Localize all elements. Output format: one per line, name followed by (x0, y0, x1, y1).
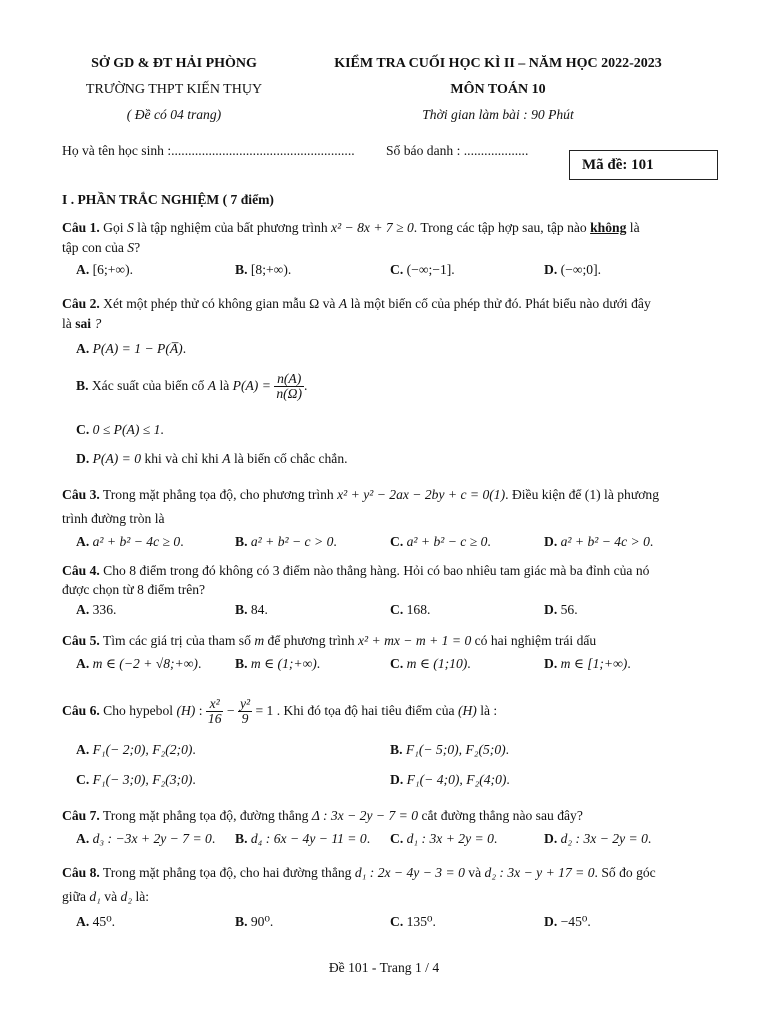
q5-text3: có hai nghiệm trái dấu (471, 633, 597, 648)
q6-d-text: F₁(− 4;0), F₂(4;0) (406, 772, 507, 787)
header-subject: MÔN TOÁN 10 (450, 82, 546, 97)
q7-b-letter: B. (235, 831, 248, 846)
q8-text2: . Số đo góc (594, 865, 656, 880)
q1-inequality: x² − 8x + 7 ≥ 0 (331, 220, 414, 235)
header-dept: SỞ GD & ĐT HẢI PHÒNG (91, 56, 257, 71)
q6-text3: là : (476, 702, 498, 718)
q6-frac-2-num: y² (239, 696, 251, 711)
q7-option-b[interactable]: B. d₄ : 6x − 4y − 11 = 0. (235, 831, 371, 846)
question-2-line2: là sai ? (62, 316, 102, 331)
q2-b-numerator: n(A) (274, 372, 304, 387)
q7-d-text: d₂ : 3x − 2y = 0 (560, 831, 648, 846)
q8-option-c[interactable]: C. 135⁰. (390, 914, 436, 929)
question-8 (62, 865, 656, 881)
q1-a-text: [6;+∞) (92, 262, 130, 277)
q3-text3: là phương (600, 487, 660, 502)
q6-c-letter: C. (76, 772, 90, 787)
q8-line2e: là: (132, 889, 150, 904)
q7-line: Δ : 3x − 2y − 7 = 0 (311, 808, 419, 823)
q6-a-letter: A. (76, 742, 90, 757)
q7-a-text: d₃ : −3x + 2y − 7 = 0 (92, 831, 212, 846)
header-time: Thời gian làm bài : 90 Phút (422, 107, 574, 122)
q3-a-letter: A. (76, 534, 90, 549)
q6-text: Cho hypebol (99, 702, 177, 718)
q4-c-text: 168 (406, 602, 428, 617)
q8-c-letter: C. (390, 914, 404, 929)
q8-and: và (464, 865, 485, 880)
q6-frac-2 (238, 697, 252, 727)
student-name-line: Họ và tên học sinh :...................................................... (62, 143, 355, 158)
q4-label: Câu 4. (62, 563, 100, 578)
q6-a-text: F₁(− 2;0), F₂(2;0) (92, 742, 193, 757)
q1-c-letter: C. (390, 262, 404, 277)
q5-b-letter: B. (235, 656, 248, 671)
q3-option-d[interactable]: D. a² + b² − 4c > 0. (544, 534, 654, 549)
q4-b-letter: B. (235, 602, 248, 617)
q1-b-letter: B. (235, 262, 248, 277)
q8-b-letter: B. (235, 914, 248, 929)
q3-ref: (1) (584, 487, 601, 502)
q4-c-letter: C. (390, 602, 404, 617)
q2-label: Câu 2. (62, 296, 100, 311)
q6-colon: : (195, 702, 206, 718)
q4-d-letter: D. (544, 602, 558, 617)
q3-d-text: a² + b² − 4c > 0 (560, 534, 650, 549)
q6-option-d[interactable]: D. F₁(− 4;0), F₂(4;0). (390, 772, 510, 787)
q6-text2: . Khi đó tọa độ hai tiêu điểm của (273, 702, 458, 718)
header-pages-note: ( Đề có 04 trang) (126, 107, 222, 122)
q2-d-text: P(A) = 0 (92, 451, 142, 466)
q2-b-letter: B. (76, 377, 89, 393)
q1-text: Gọi (99, 220, 127, 235)
question-3 (62, 487, 659, 503)
q1-c-text: (−∞;−1] (406, 262, 452, 277)
question-4 (62, 563, 649, 579)
q4-a-text: 336 (92, 602, 114, 617)
exam-code: Mã đề: 101 (582, 157, 654, 173)
q5-param: m (254, 633, 265, 648)
q2-a-letter: A. (76, 341, 90, 356)
q6-c-text: F₁(− 3;0), F₂(3;0) (92, 772, 193, 787)
q4-b-text: 84 (250, 602, 265, 617)
q2-option-c[interactable]: C. 0 ≤ P(A) ≤ 1. (76, 422, 164, 437)
q5-option-a[interactable]: A. m ∈ (−2 + √8;+∞). (76, 656, 202, 671)
q4-d-text: 56 (560, 602, 575, 617)
q5-option-c[interactable]: C. m ∈ (1;10). (390, 656, 471, 671)
q6-option-a[interactable]: A. F₁(− 2;0), F₂(2;0). (76, 742, 196, 757)
q2-option-a[interactable]: A. P(A) = 1 − P(A̅). (76, 341, 187, 356)
q8-a-text: 45⁰ (92, 914, 112, 929)
header-school: TRƯỜNG THPT KIẾN THỤY (85, 82, 263, 97)
q3-a-text: a² + b² − 4c ≥ 0 (92, 534, 181, 549)
q3-option-b[interactable]: B. a² + b² − c > 0. (235, 534, 337, 549)
q2-d-text3: là biến cố chắc chắn. (230, 451, 348, 466)
student-id-line: Số báo danh : ................... (386, 143, 529, 158)
q1-set-2: S (127, 240, 135, 255)
q2-option-b[interactable]: B. Xác suất của biến cố A là P(A) = $\frac{n(A)}{n(\Omega)}$ . (76, 371, 308, 402)
q2-c-letter: C. (76, 422, 90, 437)
q3-text: Trong mặt phẳng tọa độ, cho phương trình (99, 487, 338, 502)
q8-d-letter: D. (544, 914, 558, 929)
q1-option-b[interactable]: B. [8;+∞). (235, 262, 292, 277)
q1-b-text: [8;+∞) (250, 262, 288, 277)
page-footer: Đề 101 - Trang 1 / 4 (328, 960, 440, 975)
q1-text2: là tập nghiệm của bất phương trình (133, 220, 332, 235)
q4-a-letter: A. (76, 602, 90, 617)
q5-d-letter: D. (544, 656, 558, 671)
q2-d-event: A (222, 451, 231, 466)
q7-option-d[interactable]: D. d₂ : 3x − 2y = 0. (544, 831, 652, 846)
q2-event-a: A (338, 296, 348, 311)
question-2 (62, 296, 651, 312)
q4-line2: được chọn từ 8 điểm trên? (62, 582, 206, 597)
q8-line2a: giữa (62, 889, 90, 904)
q7-b-text: d₄ : 6x − 4y − 11 = 0 (250, 831, 367, 846)
q2-text: Xét một phép thử có không gian mẫu Ω và (99, 296, 339, 311)
q3-equation: x² + y² − 2ax − 2by + c = 0(1) (337, 487, 506, 502)
q5-d-text: m ∈ [1;+∞) (560, 656, 628, 671)
q5-label: Câu 5. (62, 633, 100, 648)
q7-text: Trong mặt phẳng tọa độ, đường thẳng (99, 808, 312, 823)
q2-a-text: P(A) = 1 − P(A̅) (92, 341, 183, 356)
q8-a-letter: A. (76, 914, 90, 929)
q6-eq-tail: = 1 (255, 702, 274, 718)
q2-text2: là một biến cố của phép thử đó. Phát biểu nào dưới đây (347, 296, 651, 311)
q7-d-letter: D. (544, 831, 558, 846)
q7-option-c[interactable]: C. d₁ : 3x + 2y = 0. (390, 831, 498, 846)
q1-d-letter: D. (544, 262, 558, 277)
q6-hyperbola: (H) (176, 702, 196, 718)
q2-b-prob: P(A) = (232, 377, 271, 393)
q8-line2d: d₂ (120, 889, 133, 904)
q5-b-text: m ∈ (1;+∞) (250, 656, 317, 671)
q3-label: Câu 3. (62, 487, 100, 502)
q5-text2: để phương trình (264, 633, 358, 648)
q4-text: Cho 8 điểm trong đó không có 3 điểm nào thẳng hàng. Hỏi có bao nhiêu tam giác mà ba đỉnh của nó (99, 563, 650, 578)
q6-b-text: F₁(− 5;0), F₂(5;0) (405, 742, 506, 757)
q8-line2c: và (100, 889, 121, 904)
q5-a-text: m ∈ (−2 + √8;+∞) (92, 656, 198, 671)
question-8-line2 (62, 889, 149, 905)
exam-code-box (569, 150, 718, 180)
q3-option-a[interactable]: A. a² + b² − 4c ≥ 0. (76, 534, 184, 549)
q3-text2: . Điều kiện để (505, 487, 585, 502)
q4-option-a[interactable]: A. 336. (76, 602, 117, 617)
q6-label: Câu 6. (62, 702, 100, 718)
q1-label: Câu 1. (62, 220, 100, 235)
q1-text3: . Trong các tập hợp sau, tập nào (413, 220, 591, 235)
q3-option-c[interactable]: C. a² + b² − c ≥ 0. (390, 534, 491, 549)
q2-b-event: A (207, 377, 217, 393)
q7-label: Câu 7. (62, 808, 100, 823)
q2-c-text: 0 ≤ P(A) ≤ 1 (92, 422, 161, 437)
q6-frac-1-num: x² (206, 697, 224, 712)
q8-c-text: 135⁰ (406, 914, 433, 929)
q5-option-d[interactable]: D. m ∈ [1;+∞). (544, 656, 631, 671)
q1-option-c[interactable]: C. (−∞;−1]. (390, 262, 455, 277)
question-1 (62, 220, 640, 236)
q3-c-text: a² + b² − c ≥ 0 (406, 534, 488, 549)
q7-c-text: d₁ : 3x + 2y = 0 (406, 831, 494, 846)
q2-option-d[interactable] (76, 451, 348, 467)
section-title: I . PHẦN TRẮC NGHIỆM ( 7 điểm) (62, 192, 274, 207)
q7-text2: cắt đường thẳng nào sau đây? (418, 808, 583, 823)
q8-option-a[interactable]: A. 45⁰. (76, 914, 116, 929)
q4-option-d[interactable]: D. 56. (544, 602, 578, 617)
question-6: Câu 6. Cho hypebol (H) : $\frac{\text{x²}}{16}$ − $\frac{\text{y²}}{9}$ = 1 . Khi đó tọa độ hai tiêu điểm của (H) là : (62, 696, 498, 727)
q5-option-b[interactable]: B. m ∈ (1;+∞). (235, 656, 321, 671)
q1-line2: tập con của (62, 240, 128, 255)
q6-option-c[interactable]: C. F₁(− 3;0), F₂(3;0). (76, 772, 196, 787)
q8-d-text: −45⁰ (560, 914, 588, 929)
q1-option-a[interactable]: A. [6;+∞). (76, 262, 134, 277)
q6-hyperbola-2: (H) (457, 702, 477, 718)
q1-text4: là (626, 220, 640, 235)
q2-line2: là (62, 316, 76, 331)
q1-set: S (126, 220, 134, 235)
q2-d-letter: D. (76, 451, 90, 466)
q1-d-text: (−∞;0] (560, 262, 598, 277)
q3-c-letter: C. (390, 534, 404, 549)
q2-sai: sai (75, 316, 92, 331)
q5-equation: x² + mx − m + 1 = 0 (357, 633, 472, 648)
q4-option-b[interactable]: B. 84. (235, 602, 268, 617)
q8-option-b[interactable]: B. 90⁰. (235, 914, 274, 929)
q3-b-text: a² + b² − c > 0 (250, 534, 334, 549)
question-1-line2: tập con của S? (62, 240, 141, 255)
question-7 (62, 808, 583, 824)
q3-line2: trình đường tròn là (62, 511, 165, 526)
question-5 (62, 633, 596, 649)
q8-label: Câu 8. (62, 865, 100, 880)
q8-line2b: d₁ (89, 889, 101, 904)
q6-frac-1 (206, 697, 224, 727)
q7-a-letter: A. (76, 831, 90, 846)
q1-option-d[interactable]: D. (−∞;0]. (544, 262, 602, 277)
q8-b-text: 90⁰ (250, 914, 270, 929)
q7-c-letter: C. (390, 831, 404, 846)
q5-c-text: m ∈ (1;10) (406, 656, 468, 671)
q2-b-text2: là (216, 377, 233, 393)
q5-text: Tìm các giá trị của tham số (99, 633, 255, 648)
q5-c-letter: C. (390, 656, 404, 671)
q3-d-letter: D. (544, 534, 558, 549)
q6-b-letter: B. (390, 742, 403, 757)
q6-d-letter: D. (390, 772, 404, 787)
q6-frac-1-den: 16 (207, 711, 222, 727)
q8-line-d2: d₂ : 3x − y + 17 = 0 (484, 865, 595, 880)
q8-line-d1: d₁ : 2x − 4y − 3 = 0 (354, 865, 465, 880)
q6-frac-2-den: 9 (241, 711, 249, 727)
q4-option-c[interactable]: C. 168. (390, 602, 431, 617)
q8-text: Trong mặt phẳng tọa độ, cho hai đường thẳng (99, 865, 355, 880)
header-exam-title: KIỂM TRA CUỐI HỌC KÌ II – NĂM HỌC 2022-2023 (334, 56, 662, 71)
q5-a-letter: A. (76, 656, 90, 671)
q2-b-fraction (274, 372, 304, 402)
q8-option-d[interactable]: D. −45⁰. (544, 914, 591, 929)
q1-a-letter: A. (76, 262, 90, 277)
q7-option-a[interactable]: A. d₃ : −3x + 2y − 7 = 0. (76, 831, 216, 846)
q2-b-text: Xác suất của biến cố (88, 377, 208, 393)
q6-option-b[interactable]: B. F₁(− 5;0), F₂(5;0). (390, 742, 510, 757)
q2-d-text2: khi và chỉ khi (141, 451, 223, 466)
q3-b-letter: B. (235, 534, 248, 549)
q1-emphasis: không (590, 220, 627, 235)
q2-b-denominator: n(Ω) (276, 386, 302, 402)
